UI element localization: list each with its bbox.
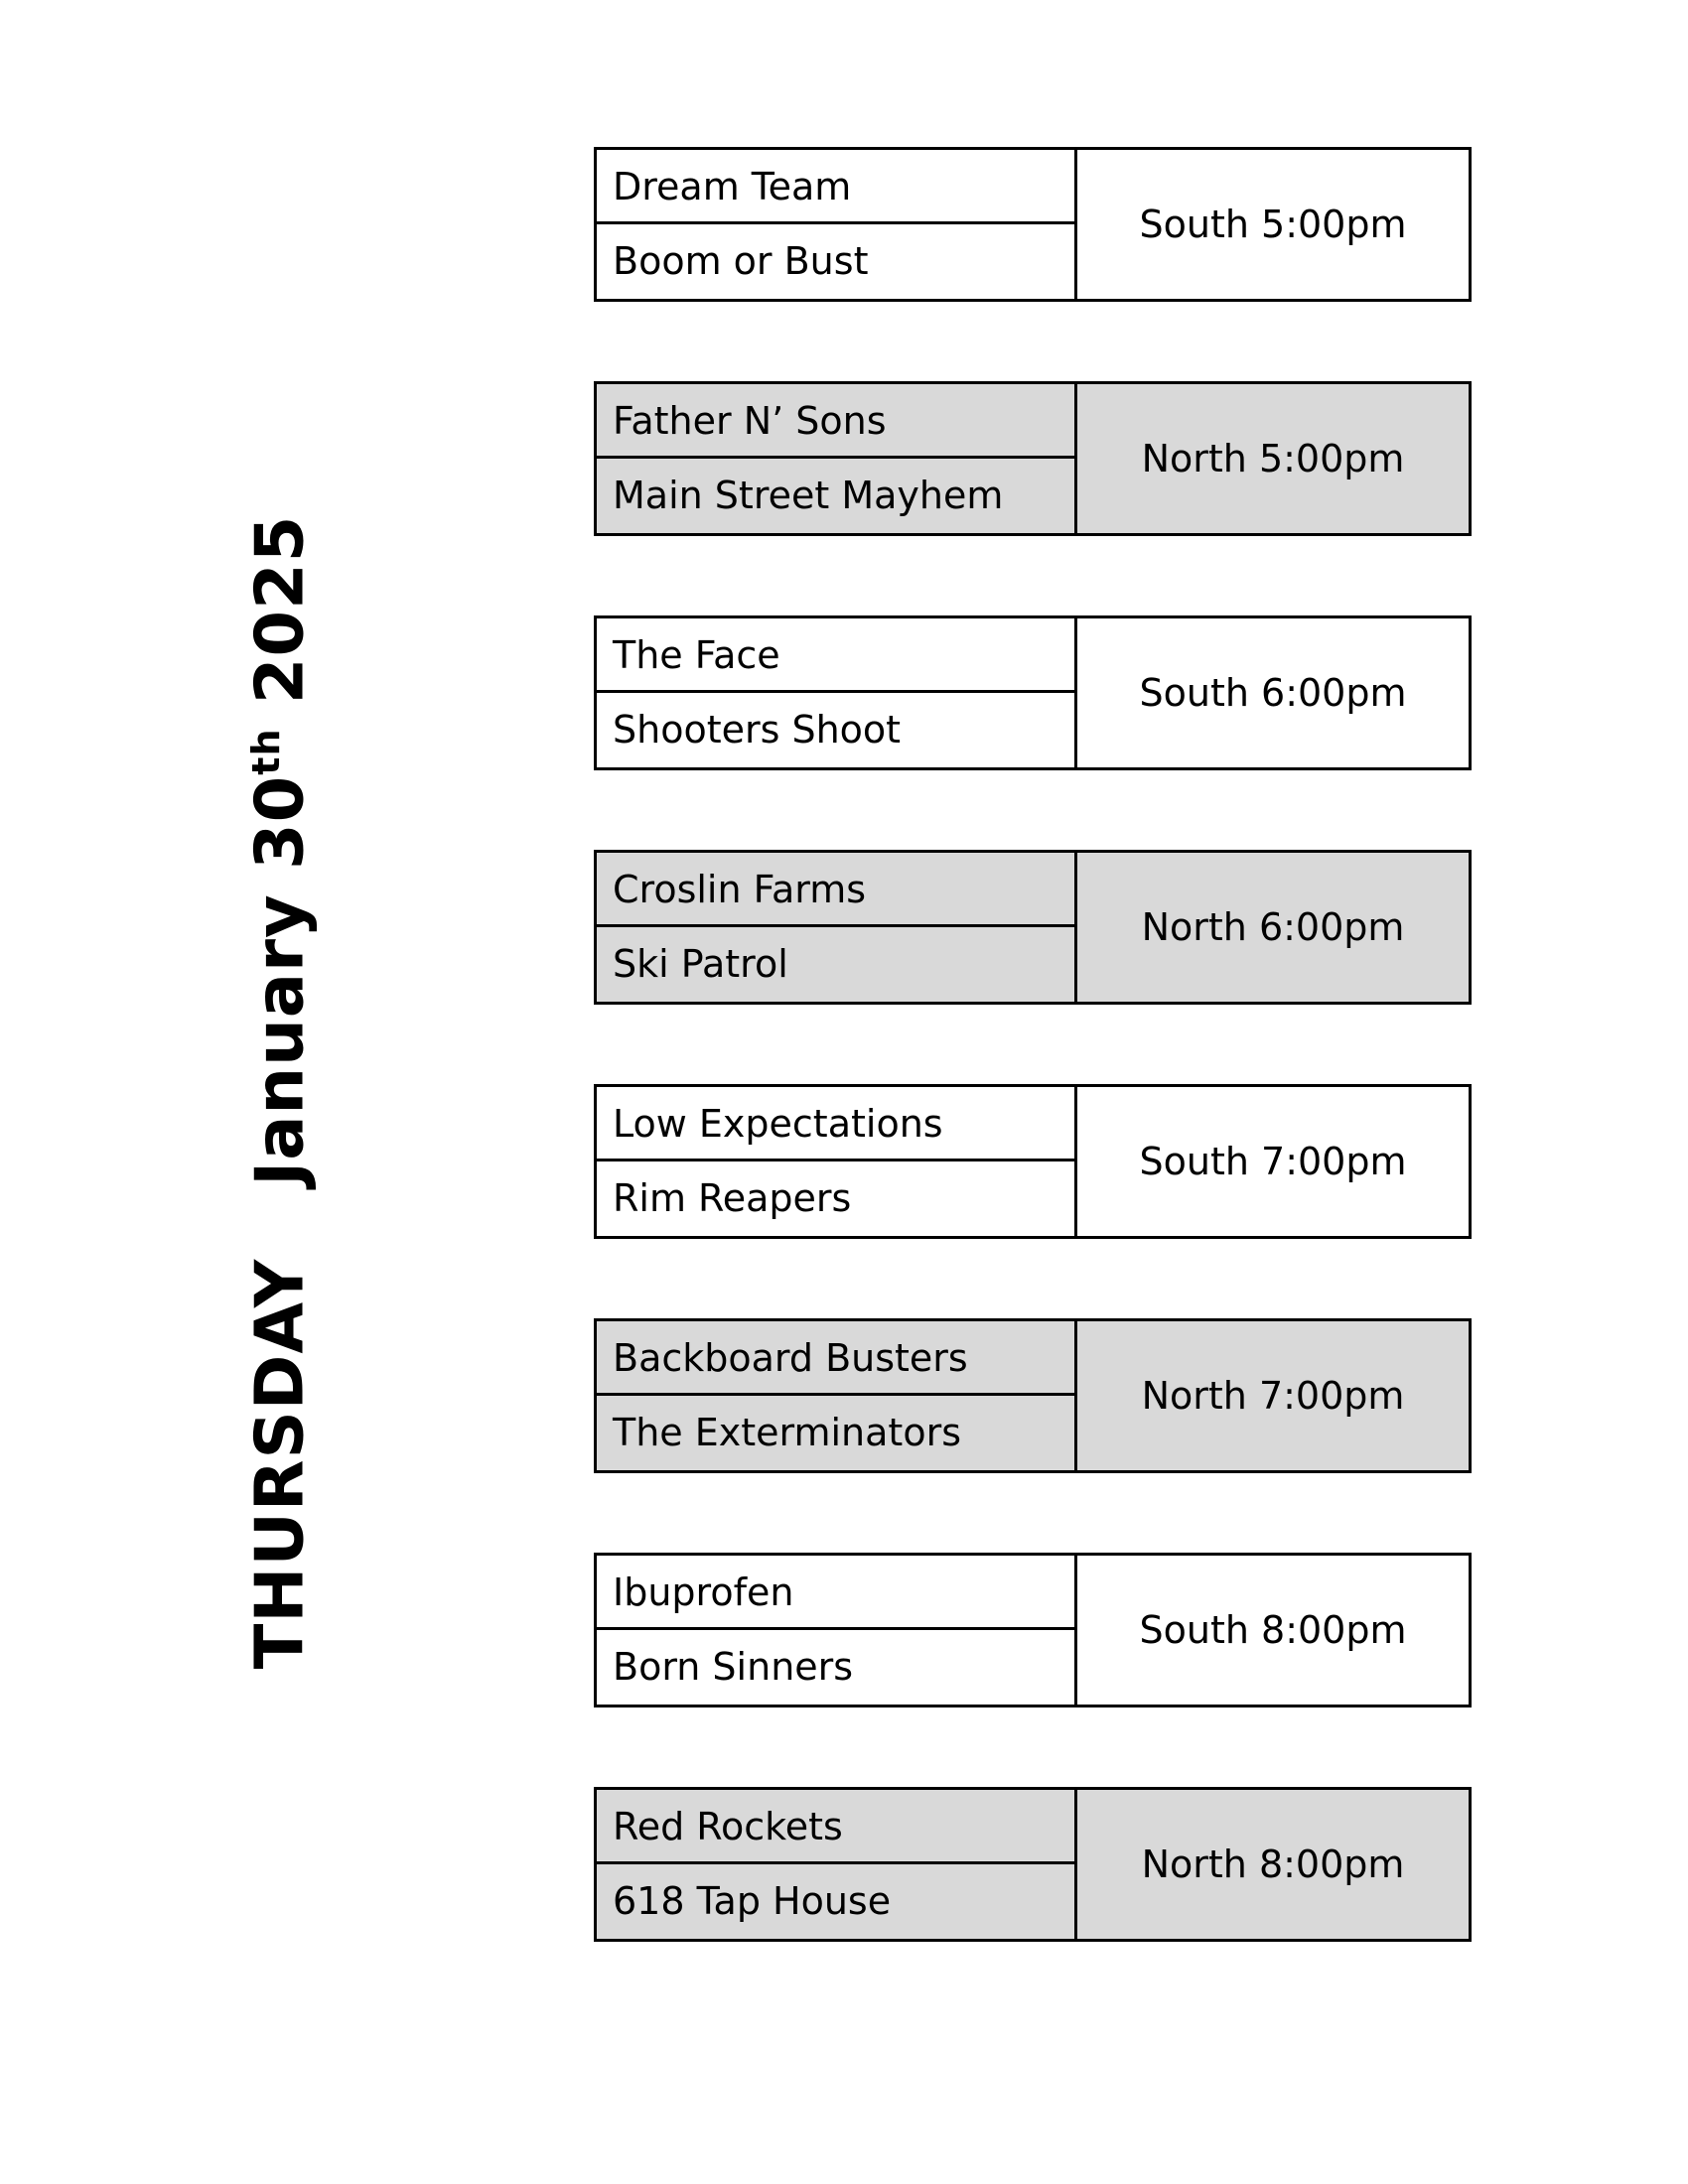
court-time: South 8:00pm [1139,1608,1407,1652]
court-time: South 7:00pm [1139,1140,1407,1183]
court-time: North 7:00pm [1141,1374,1405,1418]
title-year: 2025 [240,514,319,705]
team-name-home: Father N’ Sons [597,384,1074,459]
matchup-teams [597,1790,1077,1939]
title-spacer [241,1210,319,1234]
team-name-away: The Exterminators [613,1411,961,1454]
matchup-teams [597,853,1077,1002]
team-name-home: Low Expectations [597,1087,1074,1161]
court-time: North 6:00pm [1141,905,1405,949]
game-row [594,1084,1472,1239]
team-name-home: Ibuprofen [597,1556,1074,1630]
page-title [240,514,319,1670]
title-ordinal: th [244,728,289,775]
matchup-teams [597,384,1077,533]
matchup-teams [597,618,1077,767]
game-row [594,615,1472,770]
team-name-away: Born Sinners [613,1645,854,1689]
game-row [594,381,1472,536]
game-row [594,147,1472,302]
court-time: South 6:00pm [1139,671,1407,715]
game-schedule-list [594,147,1477,2021]
court-time: South 5:00pm [1139,203,1407,246]
team-name-home: The Face [597,618,1074,693]
game-row [594,1553,1472,1707]
matchup-teams [597,1087,1077,1236]
team-name-away: Main Street Mayhem [613,474,1004,517]
matchup-teams [597,1556,1077,1705]
game-row [594,1787,1472,1942]
page-title-area [0,0,596,2184]
matchup-teams [597,150,1077,299]
title-day: THURSDAY [240,1258,319,1670]
team-name-home: Dream Team [597,150,1074,224]
team-name-away: Boom or Bust [613,239,869,283]
team-name-away: Rim Reapers [613,1176,852,1220]
court-time: North 5:00pm [1141,437,1405,480]
title-month-day: January 30 [240,774,319,1186]
game-row [594,850,1472,1005]
team-name-home: Croslin Farms [597,853,1074,927]
team-name-home: Backboard Busters [597,1321,1074,1396]
court-time: North 8:00pm [1141,1843,1405,1886]
team-name-home: Red Rockets [597,1790,1074,1864]
game-row [594,1318,1472,1473]
team-name-away: Ski Patrol [613,942,788,986]
team-name-away: 618 Tap House [613,1879,892,1923]
team-name-away: Shooters Shoot [613,708,902,751]
matchup-teams [597,1321,1077,1470]
